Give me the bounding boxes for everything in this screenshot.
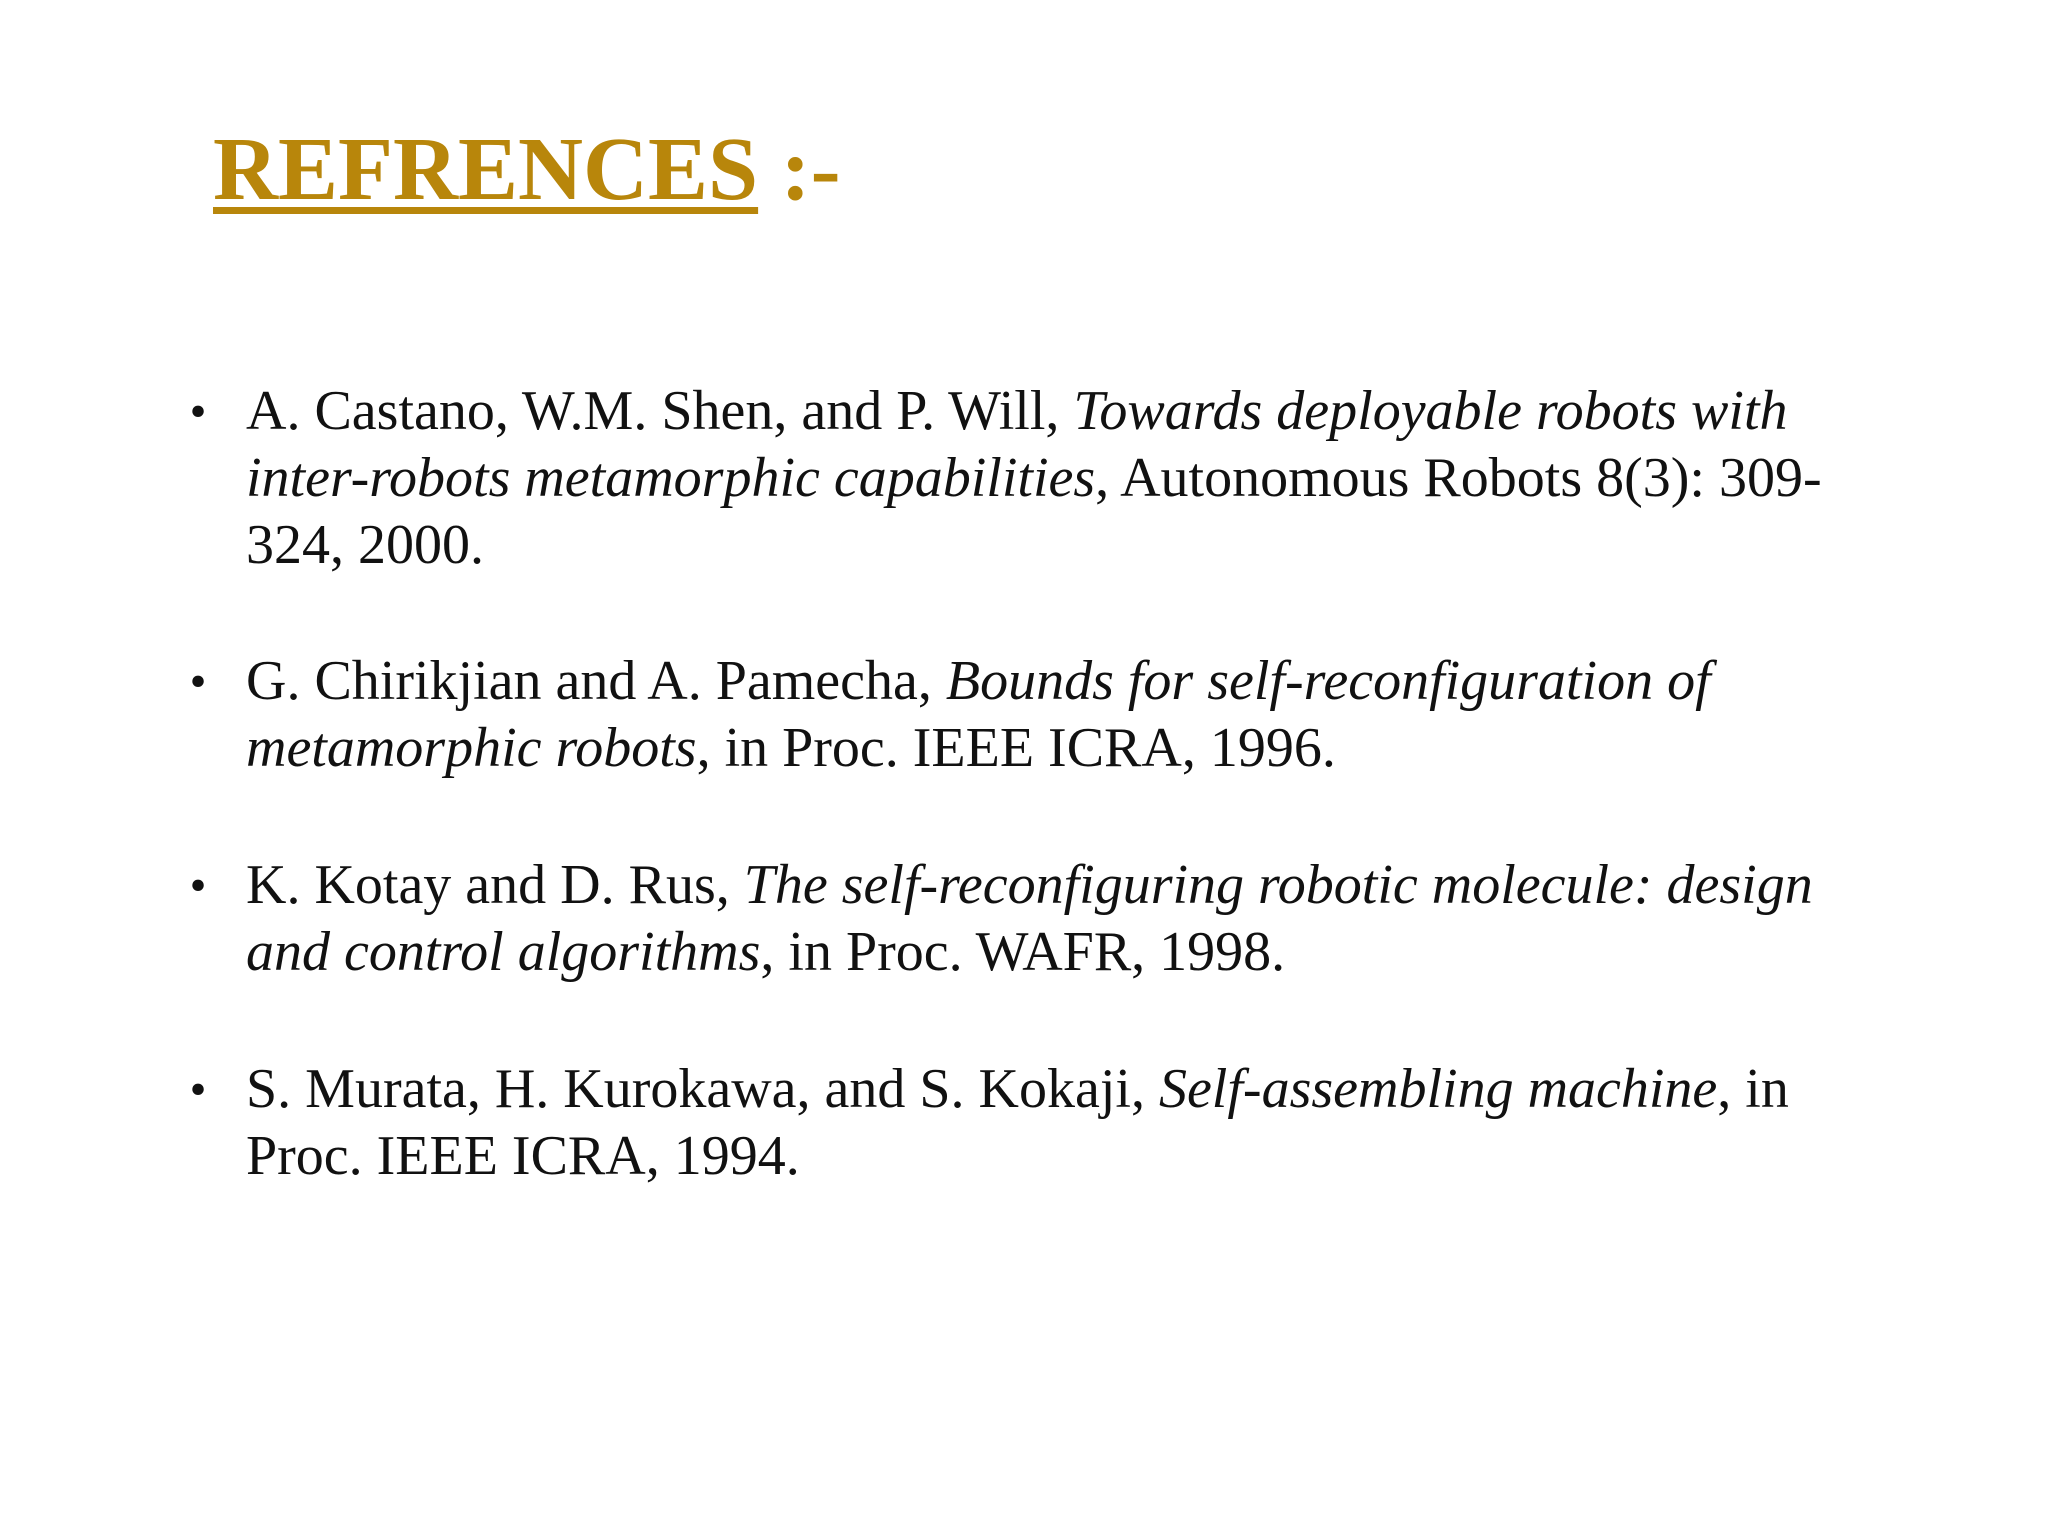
- reference-item: [178, 852, 1878, 986]
- reference-item: [178, 378, 1878, 579]
- bullet-icon: •: [189, 655, 207, 708]
- reference-title: Self-assembling machine: [1158, 1058, 1718, 1120]
- reference-source: , in Proc. IEEE ICRA, 1996.: [696, 717, 1336, 779]
- reference-authors: S. Murata, H. Kurokawa, and S. Kokaji,: [246, 1058, 1159, 1120]
- reference-title: Towards deployable robots with inter-robots metamorphic capabilities: [246, 380, 1788, 509]
- reference-item: [178, 1056, 1878, 1190]
- reference-authors: G. Chirikjian and A. Pamecha,: [246, 650, 946, 712]
- reference-source: , in Proc. WAFR, 1998.: [760, 921, 1286, 983]
- reference-source: , Autonomous Robots 8(3): 309-324, 2000.: [246, 447, 1822, 576]
- bullet-icon: •: [189, 859, 207, 912]
- reference-title: The self-reconfiguring robotic molecule: design and control algorithms: [246, 854, 1813, 983]
- reference-title: Bounds for self-reconfiguration of metamorphic robots: [246, 650, 1711, 779]
- reference-list: [178, 378, 1878, 1259]
- slide-title-word: REFRENCES: [213, 120, 759, 219]
- bullet-icon: •: [189, 385, 207, 438]
- reference-source: , in Proc. IEEE ICRA, 1994.: [246, 1058, 1789, 1187]
- reference-item: [178, 648, 1878, 782]
- reference-authors: K. Kotay and D. Rus,: [246, 854, 744, 916]
- slide-title: [213, 118, 841, 222]
- bullet-icon: •: [189, 1063, 207, 1116]
- reference-authors: A. Castano, W.M. Shen, and P. Will,: [246, 380, 1074, 442]
- slide-title-suffix: :-: [758, 120, 841, 219]
